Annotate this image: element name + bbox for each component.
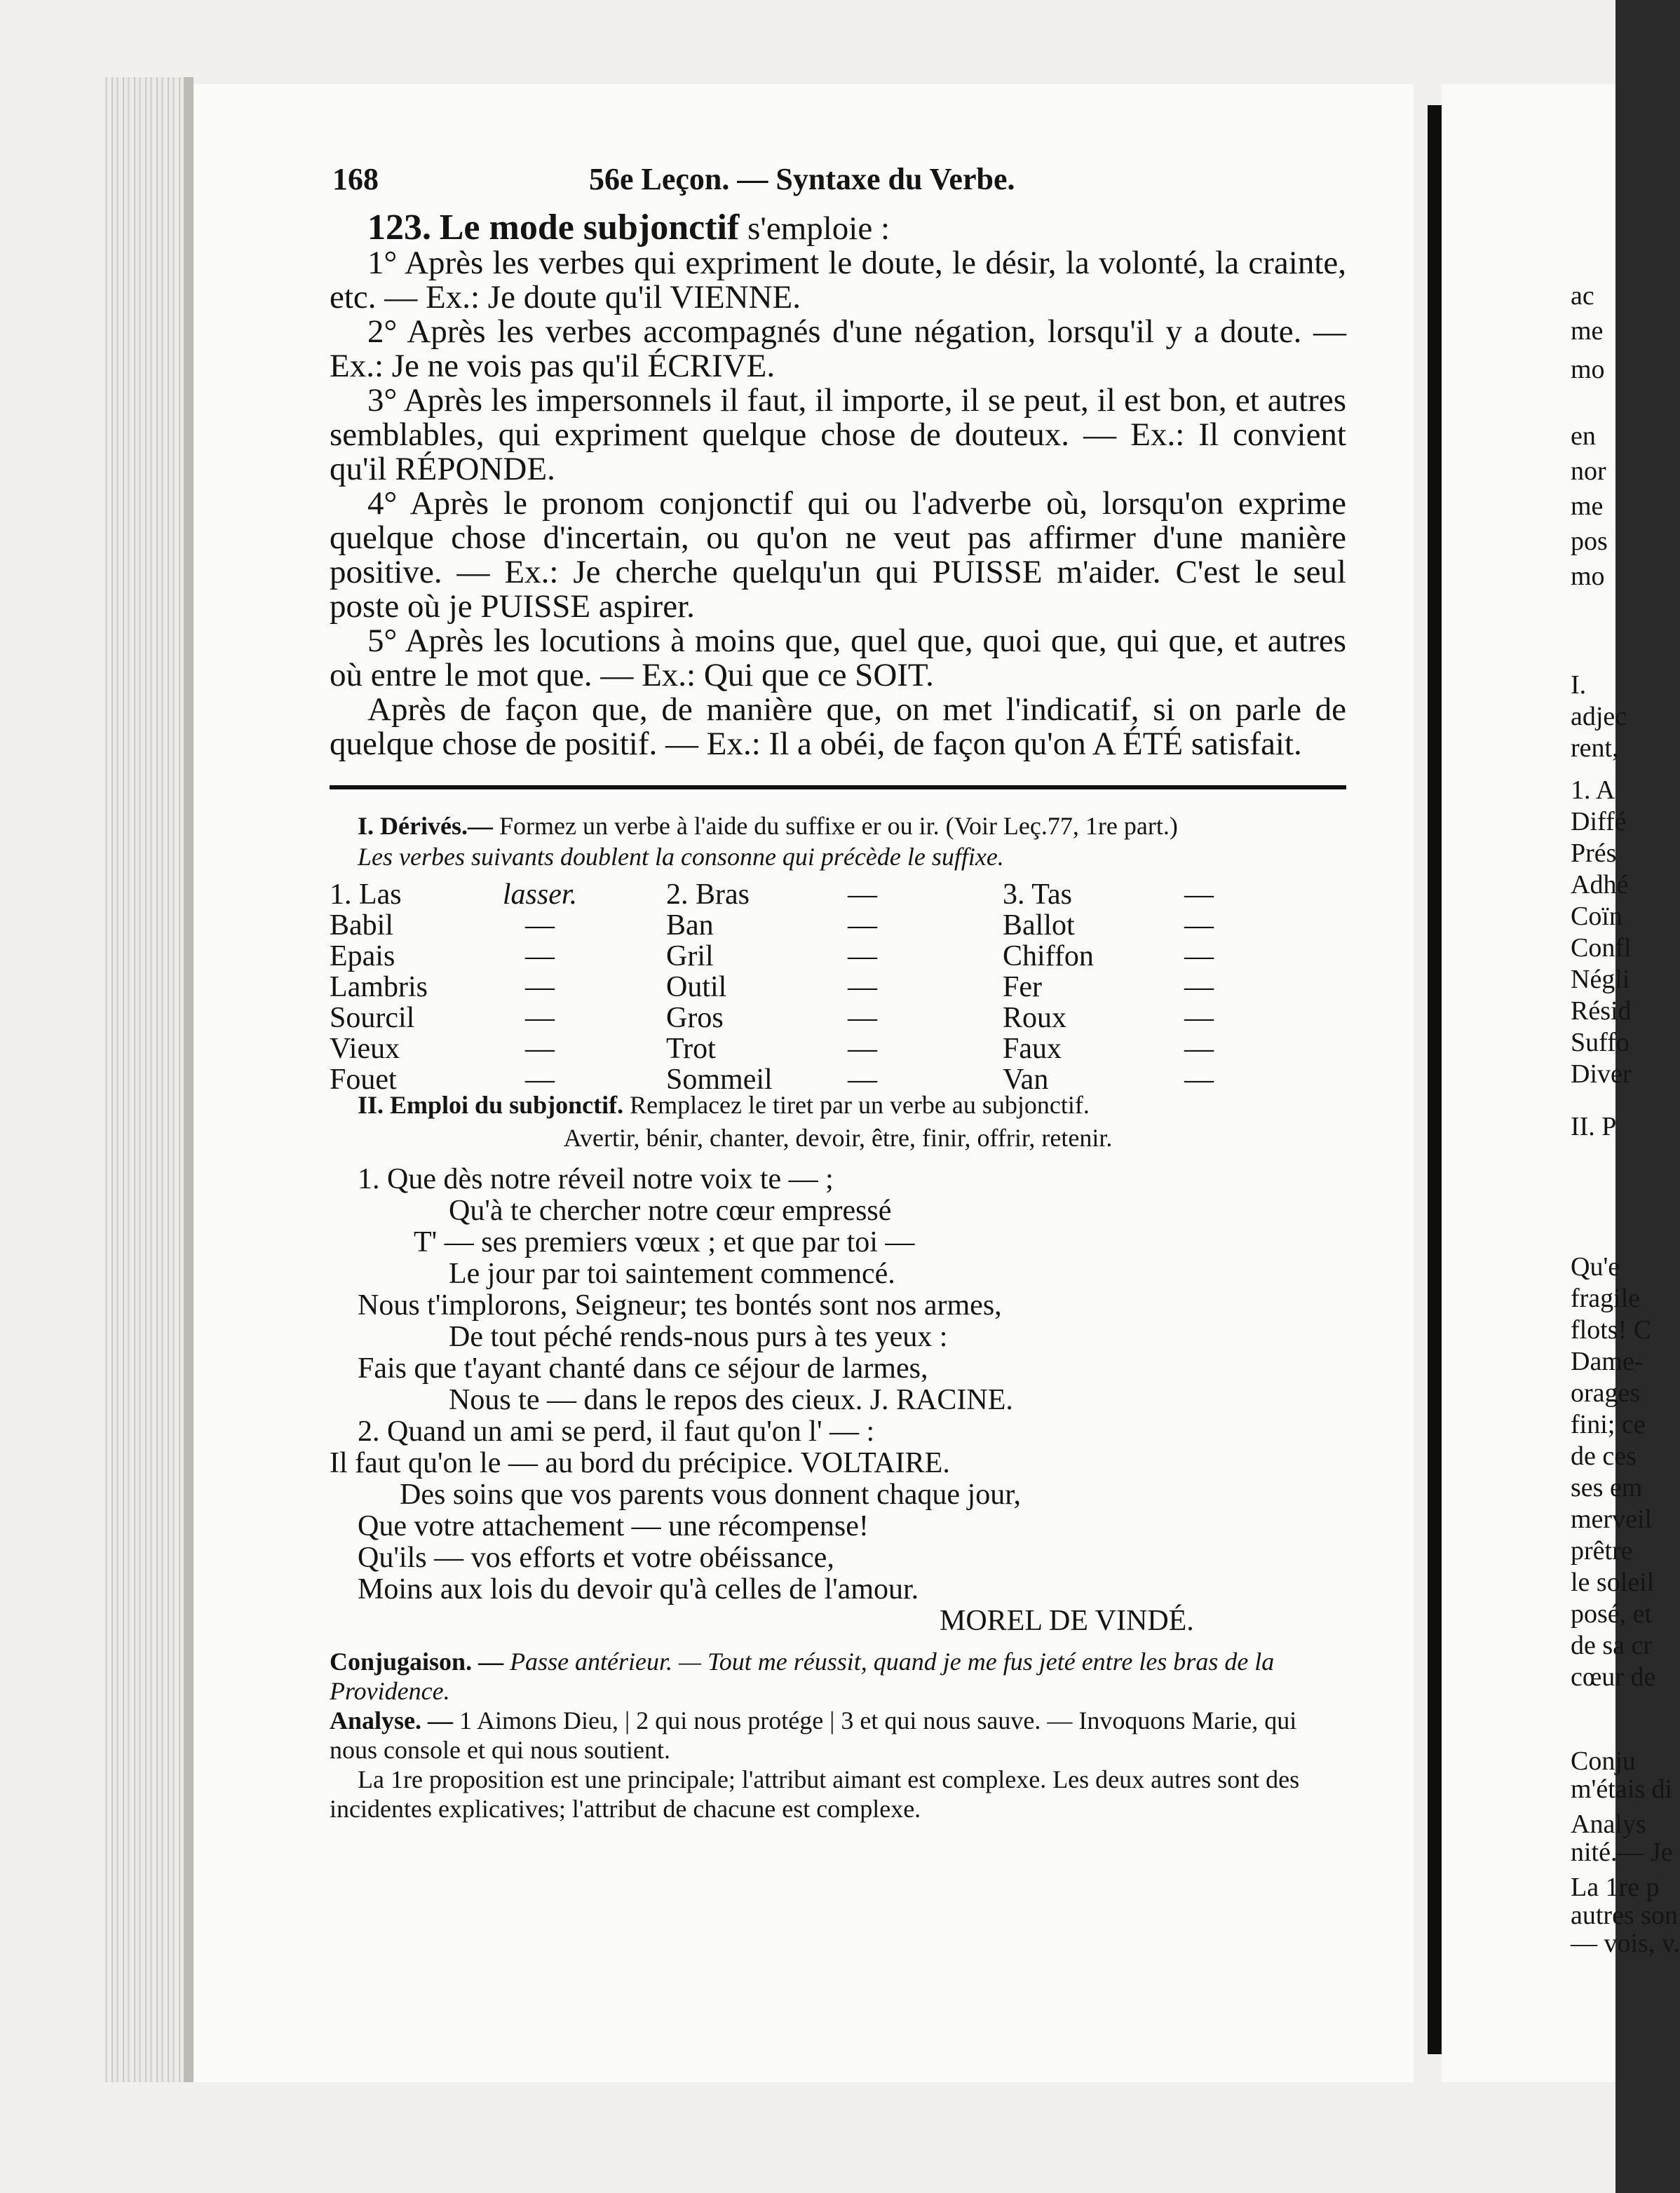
right-page-text: de ces bbox=[1571, 1441, 1637, 1471]
answer-cell: — bbox=[848, 971, 877, 1003]
book-gutter bbox=[105, 77, 189, 2082]
poem-line: Que votre attachement — une récompense! bbox=[358, 1510, 869, 1542]
right-page-text: 1. A bbox=[1571, 775, 1615, 805]
answer-cell: — bbox=[848, 1002, 877, 1034]
answer-cell: — bbox=[1184, 1064, 1214, 1096]
right-page-text: Analys bbox=[1571, 1810, 1646, 1839]
right-page-text: Conju bbox=[1571, 1746, 1636, 1776]
answer-cell: lasser. bbox=[502, 878, 578, 911]
word-cell: Ballot bbox=[1003, 909, 1075, 942]
right-page-text: orages bbox=[1571, 1378, 1641, 1408]
right-page-text: Résid bbox=[1571, 996, 1632, 1026]
answer-cell: — bbox=[525, 909, 555, 942]
word-cell: Chiffon bbox=[1003, 940, 1094, 972]
section-rule bbox=[330, 785, 1346, 789]
right-page-text: Prés bbox=[1571, 838, 1617, 868]
word-cell: 1. Las bbox=[330, 878, 402, 911]
right-page-text: — vois, v. bbox=[1571, 1929, 1680, 1958]
right-page-text: I. bbox=[1571, 670, 1587, 700]
word-cell: Vieux bbox=[330, 1033, 400, 1065]
exercise2-title: II. Emploi du subjonctif. Remplacez le tiret par un verbe au subjonctif. bbox=[358, 1091, 1090, 1119]
answer-cell: — bbox=[848, 1064, 877, 1096]
poem-line: Le jour par toi saintement commencé. bbox=[449, 1258, 895, 1290]
rule-item: 5° Après les locutions à moins que, quel que, quoi que, qui que, et autres où entre le mot que. — Ex.: Qui que ce SOIT. bbox=[330, 623, 1346, 693]
right-page-text: ac bbox=[1571, 281, 1594, 311]
answer-cell: — bbox=[525, 1002, 555, 1034]
page-number: 168 bbox=[332, 162, 379, 196]
right-page-text: flots! C bbox=[1571, 1315, 1652, 1345]
right-page-text: pos bbox=[1571, 527, 1608, 556]
poem-line: Nous te — dans le repos des cieux. J. RACINE. bbox=[449, 1384, 1013, 1416]
running-title: 56e Leçon. — Syntaxe du Verbe. bbox=[589, 162, 1015, 196]
word-cell: Van bbox=[1003, 1064, 1049, 1096]
poem-line: MOREL DE VINDÉ. bbox=[940, 1605, 1194, 1637]
answer-cell: — bbox=[848, 940, 877, 972]
right-page-text: me bbox=[1571, 316, 1604, 346]
right-page-text: II. P bbox=[1571, 1112, 1617, 1141]
word-cell: Sourcil bbox=[330, 1002, 415, 1034]
answer-cell: — bbox=[525, 1064, 555, 1096]
right-page-text: Diver bbox=[1571, 1059, 1632, 1089]
word-cell: Gril bbox=[666, 940, 714, 972]
verbs-list: Avertir, bénir, chanter, devoir, être, finir, offrir, retenir. bbox=[563, 1124, 1113, 1152]
col2-words bbox=[666, 879, 773, 1095]
right-page-text: merveil bbox=[1571, 1505, 1653, 1534]
right-page-text: nor bbox=[1571, 456, 1606, 486]
right-page-text: Confl bbox=[1571, 933, 1632, 963]
poem-line: Nous t'implorons, Seigneur; tes bontés sont nos armes, bbox=[358, 1289, 1002, 1322]
right-page-text: ses em bbox=[1571, 1473, 1643, 1502]
answer-cell: — bbox=[1184, 971, 1214, 1003]
right-page-text: Négli bbox=[1571, 965, 1630, 994]
right-page-text: Suffo bbox=[1571, 1028, 1630, 1057]
poem-line: Qu'à te chercher notre cœur empressé bbox=[449, 1195, 892, 1227]
answer-cell: — bbox=[1184, 1033, 1214, 1065]
rule-item: 4° Après le pronom conjonctif qui ou l'adverbe où, lorsqu'on exprime quelque chose d'incertain, ou qu'on ne veut pas affirmer d'une manière positive. — Ex.: Je cherche quelqu'un qui PUISSE m'aider. C'est le seul poste où je PUISSE aspirer. bbox=[330, 485, 1346, 625]
right-page-text: en bbox=[1571, 421, 1596, 451]
right-page-text: le soleil bbox=[1571, 1568, 1655, 1597]
answer-cell: — bbox=[848, 909, 877, 942]
poem-line: Fais que t'ayant chanté dans ce séjour de larmes, bbox=[358, 1352, 928, 1385]
poem bbox=[330, 1164, 1346, 1637]
right-page-text: cœur de bbox=[1571, 1662, 1656, 1692]
right-page-text: me bbox=[1571, 491, 1604, 521]
word-cell: Fouet bbox=[330, 1064, 397, 1096]
rule-item: Après de façon que, de manière que, on met l'indicatif, si on parle de quelque chose de positif. — Ex.: Il a obéi, de façon qu'on A ÉTÉ satisfait. bbox=[330, 691, 1346, 762]
right-page-text: Adhé bbox=[1571, 870, 1629, 899]
poem-line: Des soins que vos parents vous donnent chaque jour, bbox=[400, 1479, 1021, 1511]
right-page-text: fragile bbox=[1571, 1284, 1641, 1313]
col3-answers bbox=[1157, 879, 1241, 1095]
right-page-text: Dame- bbox=[1571, 1347, 1644, 1376]
rule-section bbox=[330, 210, 1346, 761]
right-page-text: Coïn bbox=[1571, 902, 1623, 931]
poem-line: 2. Quand un ami se perd, il faut qu'on l' — : bbox=[358, 1415, 875, 1448]
answer-cell: — bbox=[1184, 878, 1214, 911]
poem-line: Il faut qu'on le — au bord du précipice. VOLTAIRE. bbox=[330, 1447, 950, 1479]
right-page-text: rent, bbox=[1571, 733, 1619, 763]
answer-cell: — bbox=[525, 1033, 555, 1065]
gutter-edge bbox=[184, 77, 194, 2082]
word-cell: Ban bbox=[666, 909, 714, 942]
poem-line: Moins aux lois du devoir qu'à celles de l'amour. bbox=[358, 1573, 919, 1605]
answer-cell: — bbox=[525, 940, 555, 972]
word-table bbox=[330, 878, 1346, 1096]
poem-line: De tout péché rends-nous purs à tes yeux : bbox=[449, 1321, 948, 1353]
right-page-text: Diffé bbox=[1571, 807, 1627, 836]
page-divider bbox=[1428, 105, 1442, 2054]
rule-heading: 123. Le mode subjonctif s'emploie : bbox=[367, 208, 890, 247]
answer-cell: — bbox=[1184, 1002, 1214, 1034]
answer-cell: — bbox=[1184, 909, 1214, 942]
exercise1-note: Les verbes suivants doublent la consonne qui précède le suffixe. bbox=[358, 843, 1004, 871]
answer-cell: — bbox=[525, 971, 555, 1003]
poem-line: T' — ses premiers vœux ; et que par toi — bbox=[414, 1226, 915, 1258]
right-page-text: autres son bbox=[1571, 1901, 1679, 1930]
right-page-text: nité.— Je bbox=[1571, 1838, 1673, 1867]
poem-line: Qu'ils — vos efforts et votre obéissance, bbox=[358, 1542, 834, 1574]
right-page-text: mo bbox=[1571, 562, 1605, 591]
conjugation-section: Conjugaison. — Passe antérieur. — Tout me réussit, quand je me fus jeté entre les bras de la Providence. Analyse. — 1 Aimons Dieu, | 2 qui nous protége | 3 et qui nous sauve. — Invoquons Marie, qui nous console et qui nous soutient. La 1re proposition est une principale; l'attribut aimant est complexe. Les deux autres sont des incidentes explicatives; l'attribut de chacune est complexe. bbox=[330, 1648, 1300, 1823]
right-page-text: mo bbox=[1571, 355, 1605, 384]
right-page-text: Qu'e bbox=[1571, 1252, 1620, 1282]
right-page-text: prêtre bbox=[1571, 1536, 1633, 1566]
word-cell: Roux bbox=[1003, 1002, 1067, 1034]
rule-item: 1° Après les verbes qui expriment le doute, le désir, la volonté, la crainte, etc. — Ex.: Je doute qu'il VIENNE. bbox=[330, 245, 1346, 315]
word-cell: Outil bbox=[666, 971, 727, 1003]
answer-cell: — bbox=[848, 878, 877, 911]
exercise1-title: I. Dérivés.— Formez un verbe à l'aide du suffixe er ou ir. (Voir Leç.77, 1re part.) bbox=[358, 812, 1178, 840]
right-page-text: fini; ce bbox=[1571, 1410, 1646, 1439]
col1-answers bbox=[477, 879, 603, 1095]
right-page-text: posé, et bbox=[1571, 1599, 1653, 1629]
word-cell: Faux bbox=[1003, 1033, 1062, 1065]
word-cell: Sommeil bbox=[666, 1064, 773, 1096]
word-cell: Babil bbox=[330, 909, 393, 942]
col3-words bbox=[1003, 879, 1094, 1095]
col2-answers bbox=[820, 879, 905, 1095]
page-content bbox=[330, 161, 1346, 1824]
right-page-text: m'étais di bbox=[1571, 1774, 1673, 1804]
right-page-text: adjec bbox=[1571, 702, 1627, 731]
col1-words bbox=[330, 879, 428, 1095]
word-cell: 3. Tas bbox=[1003, 878, 1072, 911]
poem-line: 1. Que dès notre réveil notre voix te — ; bbox=[358, 1163, 834, 1195]
right-page-text: de sa cr bbox=[1571, 1631, 1653, 1660]
word-cell: Lambris bbox=[330, 971, 428, 1003]
rule-item: 2° Après les verbes accompagnés d'une négation, lorsqu'il y a doute. — Ex.: Je ne vois pas qu'il ÉCRIVE. bbox=[330, 313, 1346, 384]
right-page-text: La 1re p bbox=[1571, 1873, 1660, 1902]
page-header bbox=[330, 161, 1346, 210]
rule-item: 3° Après les impersonnels il faut, il importe, il se peut, il est bon, et autres semblables, qui expriment quelque chose de douteux. — Ex.: Il convient qu'il RÉPONDE. bbox=[330, 382, 1346, 487]
word-cell: Gros bbox=[666, 1002, 724, 1034]
word-cell: Epais bbox=[330, 940, 395, 972]
word-cell: Trot bbox=[666, 1033, 716, 1065]
word-cell: Fer bbox=[1003, 971, 1042, 1003]
answer-cell: — bbox=[848, 1033, 877, 1065]
answer-cell: — bbox=[1184, 940, 1214, 972]
word-cell: 2. Bras bbox=[666, 878, 750, 911]
